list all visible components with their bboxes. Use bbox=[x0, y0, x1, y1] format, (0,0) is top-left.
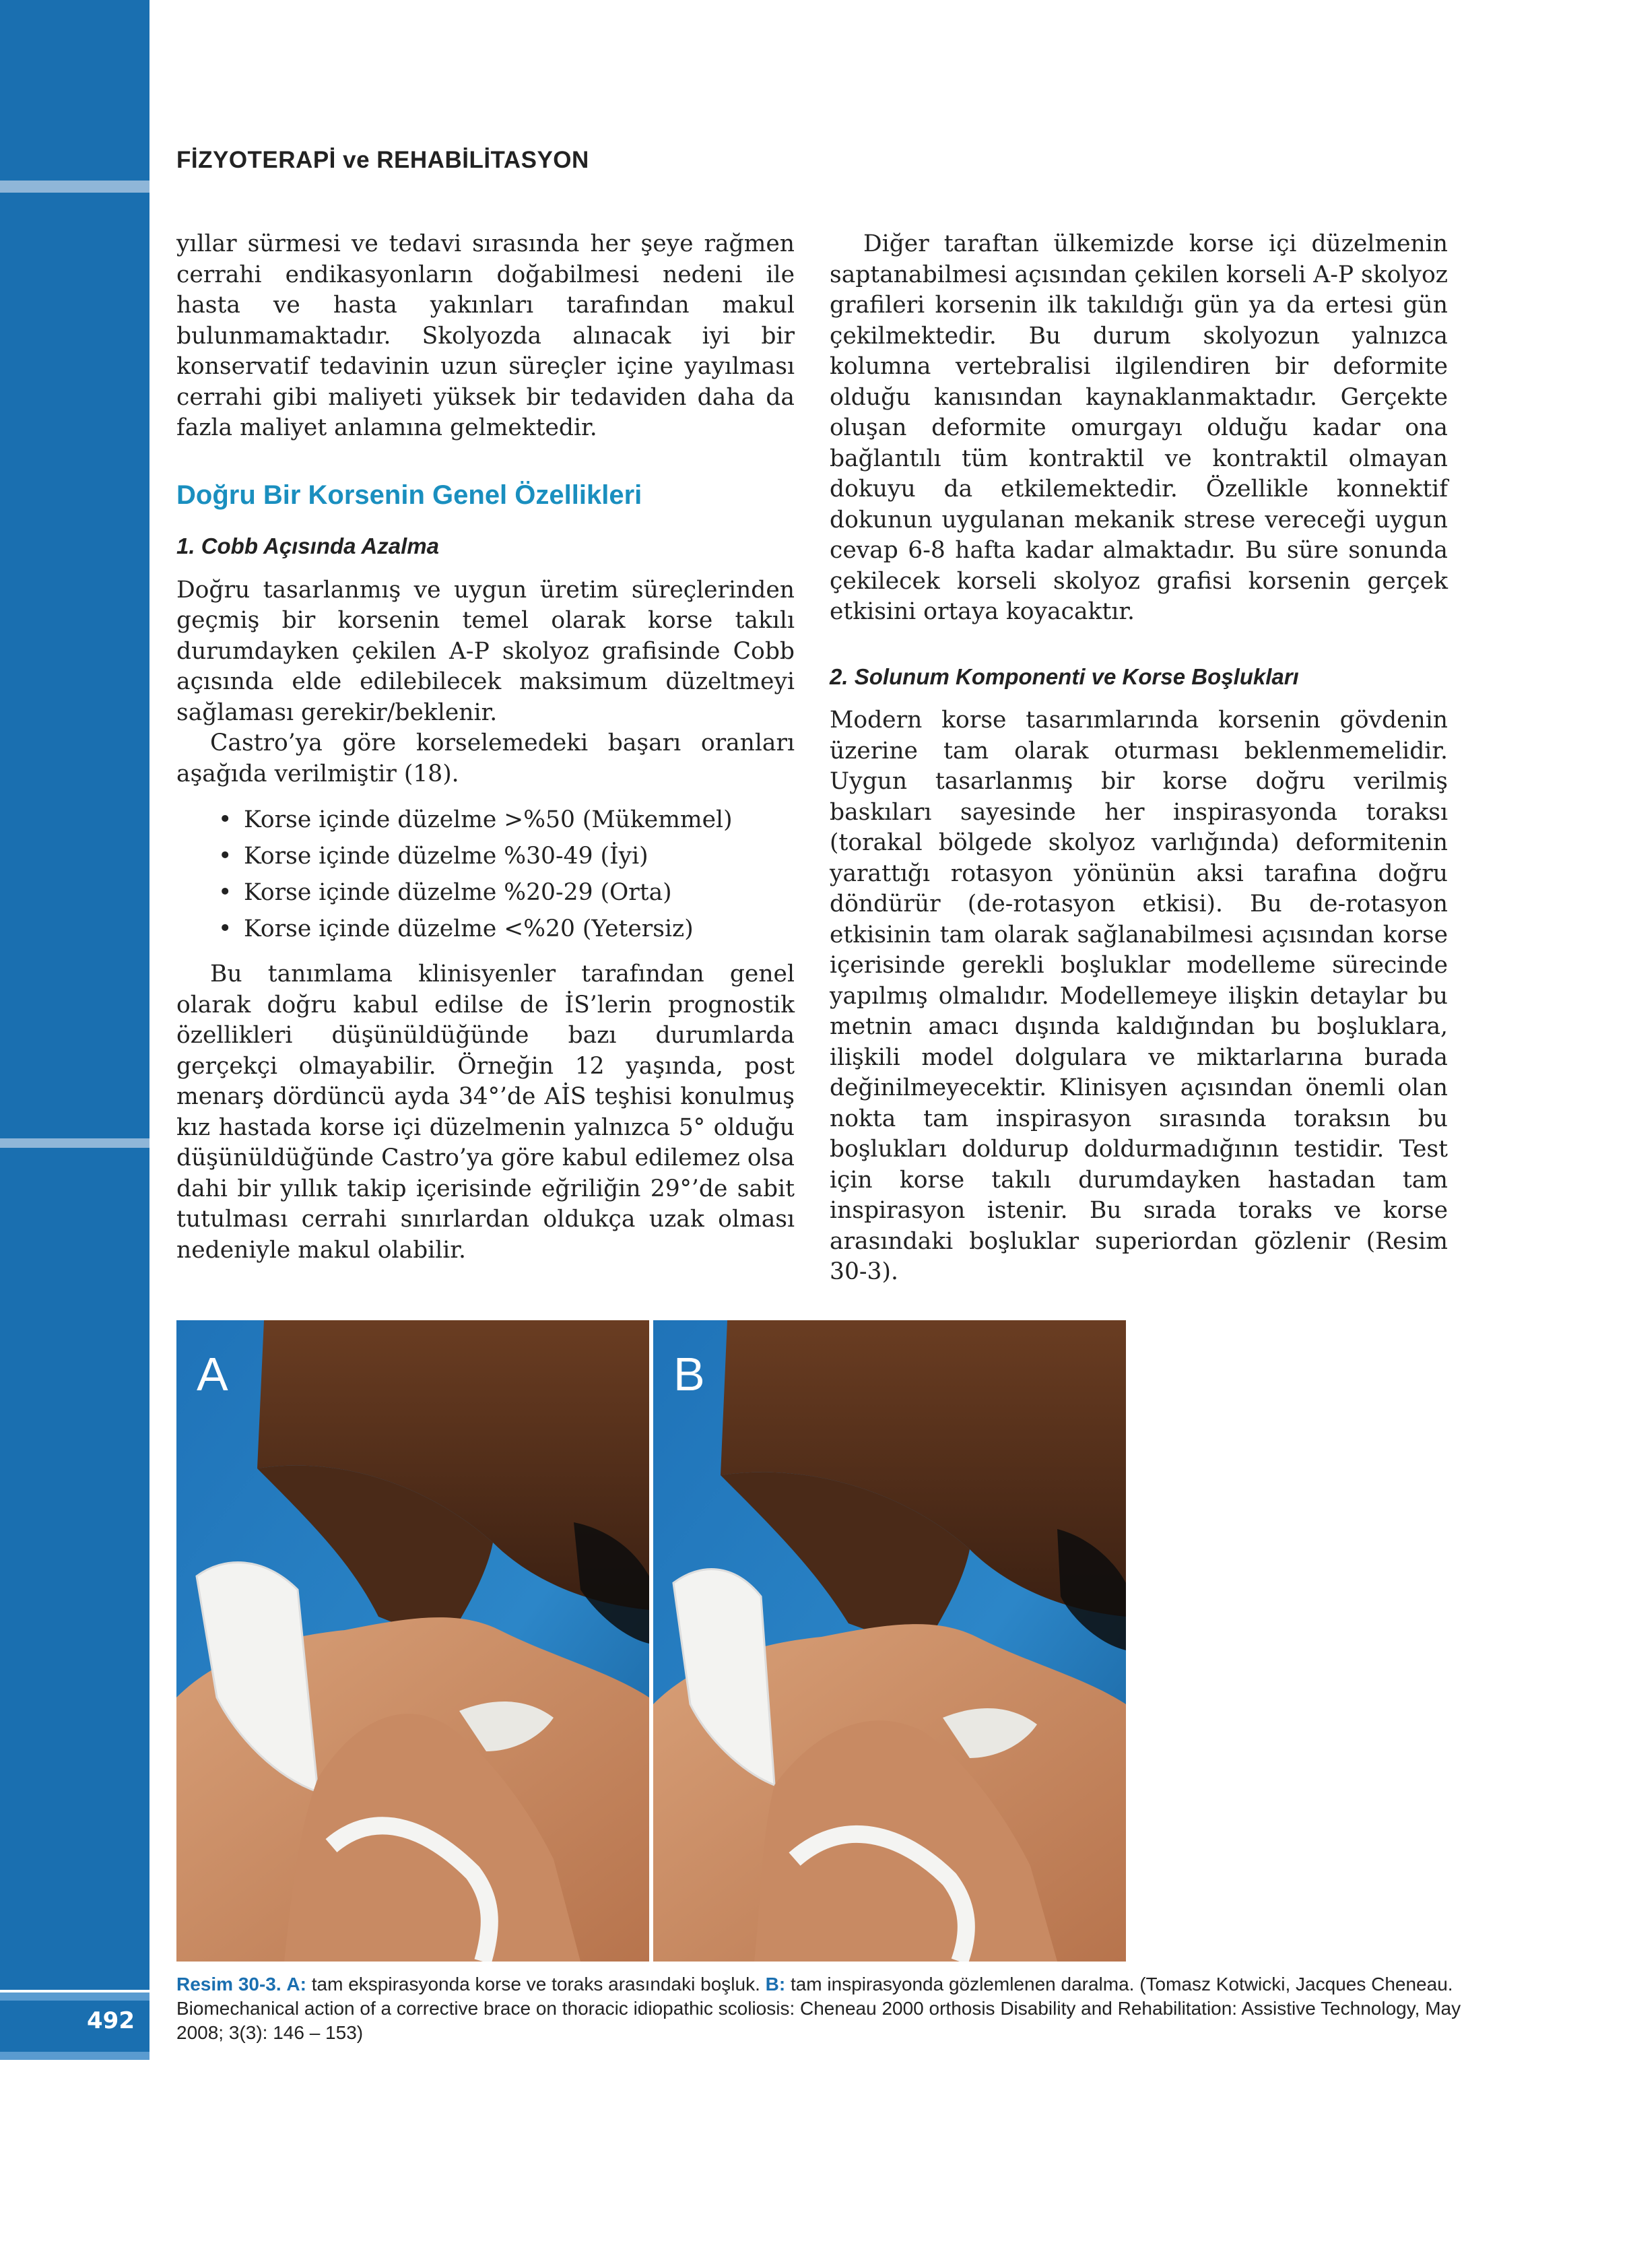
caption-ref: Resim 30-3. bbox=[176, 1974, 281, 1995]
paragraph: Modern korse tasarımlarında korsenin gövdenin üzerine tam olarak oturması beklenmemelidir. Uygun tasarlanmış bir korse doğru verilmiş baskıları sayesinde her inspirasyonda toraksı (torakal bölgede skolyoz varlığında) deformitenin yarattığı rotasyon yönünün aksi tarafına doğru döndürür (de-rotasyon etkisi). Bu de-rotasyon etkisinin tam olarak sağlanabilmesi açısından korse içerisinde gerekli boşluklar modelleme sürecinde yapılmış olmalıdır. Modellemeye ilişkin detaylar bu metnin amacı dışında kaldığından bu boşluklara, ilişkili model dolgulara ve miktarlarına burada değinilmeyecektir. Klinisyen açısından önemli olan nokta tam inspirasyon sırasında toraksın bu boşlukları doldurup doldurmadığının testidir. Test için korse takılı durumdayken hastadan tam inspirasyon istenir. Bu sırada toraks ve korse arasındaki boşluklar superiordan gözlenir (Resim 30-3). bbox=[830, 707, 1448, 1285]
list-item: • Korse içinde düzelme %20-29 (Orta) bbox=[176, 874, 795, 911]
paragraph: yıllar sürmesi ve tedavi sırasında her şeye rağmen cerrahi endikasyonların doğabilmesi nedeni ile hasta ve hasta yakınları tarafından makul bulunmamaktadır. Skolyozda alınacak iyi bir konservatif tedavinin uzun süreçler içine yayılması cerrahi gibi maliyeti yüksek bir tedaviden daha da fazla maliyet anlamına gelmektedir. bbox=[176, 230, 795, 441]
caption-a-text: tam ekspirasyonda korse ve toraks arasındaki boşluk. bbox=[306, 1974, 766, 1995]
photo-a bbox=[176, 1320, 649, 1962]
section-title: Doğru Bir Korsenin Genel Özellikleri bbox=[176, 480, 642, 510]
subsection-title: 2. Solunum Komponenti ve Korse Boşlukları bbox=[830, 663, 1299, 689]
caption-b-text: tam inspirasyonda gözlemlenen daralma. (Tomasz Kotwicki, Jacques Cheneau. Biomechanical action of a corrective brace on thoracic idiopathic scoliosis: Cheneau 2000 orthosis Disability and Rehabilitation: Assistive Technology, May 2008; 3(3): 146 – 153) bbox=[176, 1974, 1461, 2043]
paragraph: Castro’ya göre korselemedeki başarı oranları aşağıda verilmiştir (18). bbox=[176, 730, 795, 787]
bullet-list bbox=[176, 802, 795, 947]
photo-a-image bbox=[176, 1320, 649, 1962]
photo-b bbox=[653, 1320, 1126, 1962]
caption-a-key: A: bbox=[286, 1974, 306, 1995]
paragraph: Doğru tasarlanmış ve uygun üretim süreçlerinden geçmiş bir korsenin temel olarak korse takılı durumdayken çekilen A-P skolyoz grafisinde Cobb açısında elde edilebilecek maksimum düzeltmeyi sağlaması gerekir/beklenir. bbox=[176, 576, 795, 726]
list-item: • Korse içinde düzelme >%50 (Mükemmel) bbox=[176, 802, 795, 838]
figure-caption bbox=[176, 1972, 1469, 2045]
photo-label-a: A bbox=[197, 1348, 228, 1400]
figure bbox=[176, 1320, 1126, 1962]
running-header: FİZYOTERAPİ ve REHABİLİTASYON bbox=[176, 147, 589, 173]
right-column bbox=[830, 229, 1448, 1288]
page-number: 492 bbox=[87, 2007, 135, 2034]
page-number-box bbox=[0, 1992, 149, 2060]
subsection-title: 1. Cobb Açısında Azalma bbox=[176, 533, 439, 558]
paragraph: Bu tanımlama klinisyenler tarafından genel olarak doğru kabul edilse de İS’lerin prognostik özellikleri düşünüldüğünde bazı durumlarda gerçekçi olmayabilir. Örneğin 12 yaşında, post menarş dördüncü ayda 34°’de AİS teşhisi konulmuş kız hastada korse içi düzelmenin yalnızca 5° olduğu düşünüldüğünde Castro’ya göre kabul edilemez olsa dahi bir yıllık takip içerisinde eğriliğin 29°’de sabit tutulması cerrahi sınırlardan oldukça uzak olması nedeniyle makul olabilir. bbox=[176, 961, 795, 1264]
paragraph: Diğer taraftan ülkemizde korse içi düzelmenin saptanabilmesi açısından çekilen korseli A-P skolyoz grafileri korsenin ilk takıldığı gün ya da ertesi gün çekilmektedir. Bu durum skolyozun yalnızca kolumna vertebralisi ilgilendiren bir deformite olduğu kanısından kaynaklanmaktadır. Gerçekte oluşan deformite omurgayı olduğu kadar ona bağlantılı tüm kontraktil ve kontraktil olmayan dokuyu da etkilemektedir. Özellikle konnektif dokunun uygulanan mekanik strese vereceği uygun cevap 6-8 hafta kadar almaktadır. Bu süre sonunda çekilecek korseli skolyoz grafisi korsenin gerçek etkisini ortaya koyacaktır. bbox=[830, 230, 1448, 625]
photo-b-image bbox=[653, 1320, 1126, 1962]
list-item: • Korse içinde düzelme %30-49 (İyi) bbox=[176, 838, 795, 874]
list-item: • Korse içinde düzelme <%20 (Yetersiz) bbox=[176, 911, 795, 947]
left-column bbox=[176, 229, 795, 1266]
photo-label-b: B bbox=[673, 1348, 705, 1400]
caption-b-key: B: bbox=[765, 1974, 786, 1995]
sidebar-band bbox=[0, 0, 149, 2268]
